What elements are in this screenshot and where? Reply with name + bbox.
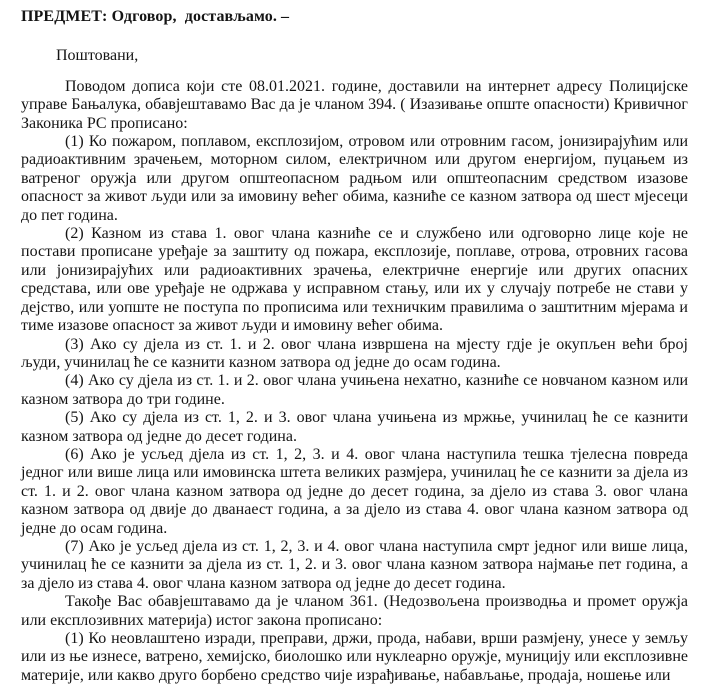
paragraph-art394-item-3: (3) Ако су дјела из ст. 1. и 2. овог члана извршена на мјесту гдје је окупљен већи број људи, учинилац ће се казнити казном затвора од једне до осам година. [21, 335, 688, 371]
paragraph-art394-item-2: (2) Казном из става 1. овог члана казниће се и службено или одговорно лице које не постави прописане уређаје за заштиту од пожара, експлозије, поплаве, отрова, отровних гасова или јонизирајућих или радиоактивних зрачења, електричне енергије или других опасних средстава, или ове уређаје не одржава у исправном стању, или их у случају потребе не стави у дејство, или уопште не поступа по прописима или техничким правилима о заштитним мјерама и тиме изазове опасност за живот људи и имовину већег обима. [21, 225, 688, 335]
paragraph-art394-item-1: (1) Ко пожаром, поплавом, експлозијом, отровом или отровним гасом, јонизирајућим или радиоактивним зрачењем, моторном силом, електричном или другом енергијом, пуцањем из ватреног оружја или другом општеопасном радњом или општеопасним средством изазове опасност за живот људи или за имовину већег обима, казниће се казном затвора од шест мјесеци до пет година. [21, 133, 688, 224]
paragraph-intro-art361: Такође Вас обавјештавамо да је чланом 361. (Недозвољена производња и промет оружја или експлозивних материја) истог закона прописано: [21, 593, 688, 629]
paragraph-intro-art394: Поводом дописа који сте 08.01.2021. године, доставили на интернет адресу Полицијске управе Бањалука, обавјештавамо Вас да је чланом 394. ( Изазивање опште опасности) Кривичног Законика РС прописано: [21, 77, 688, 132]
paragraph-art394-item-4: (4) Ако су дјела из ст. 1. и 2. овог члана учињена нехатно, казниће се новчаном казном или казном затвора до три године. [21, 372, 688, 408]
paragraph-art361-item-1: (1) Ко неовлаштено изради, преправи, држи, прода, набави, врши размјену, унесе у земљу или из ње изнесе, ватрено, хемијско, биолошко или нуклеарно оружје, муницију или експлозивне материје, или какво друго борбено средство чије израђивање, набављање, продаја, ношење или [21, 630, 688, 684]
salutation: Поштовани, [56, 47, 139, 65]
paragraph-art394-item-5: (5) Ако су дјела из ст. 1, 2. и 3. овог члана учињена из мржње, учинилац ће се казнити казном затвора од једне до десет година. [21, 409, 688, 445]
paragraph-art394-item-6: (6) Ако је усљед дјела из ст. 1, 2, 3. и 4. овог члана наступила тешка тјелесна повреда једног или више лица или имовинска штета великих размјера, учинилац ће се казнити за дјела из ст. 1. и 2. овог члана казном затвора од једне до десет година, за дјело из става 3. овог члана казном затвора од двије до дванаест година, а за дјело из става 4. овог члана казном затвора од једне до осам година. [21, 445, 688, 537]
paragraph-art394-item-7: (7) Ако је усљед дјела из ст. 1, 2, 3. и 4. овог члана наступила смрт једног или више лица, учинилац ће се казнити за дјела из ст. 1, 2. и 3. овог члана казном затвора најмање пет година, а за дјело из става 4. овог члана казном затвора од једне до десет година. [21, 537, 688, 592]
subject-line: ПРЕДМЕТ: Одговор, достављамо. – [21, 8, 290, 25]
